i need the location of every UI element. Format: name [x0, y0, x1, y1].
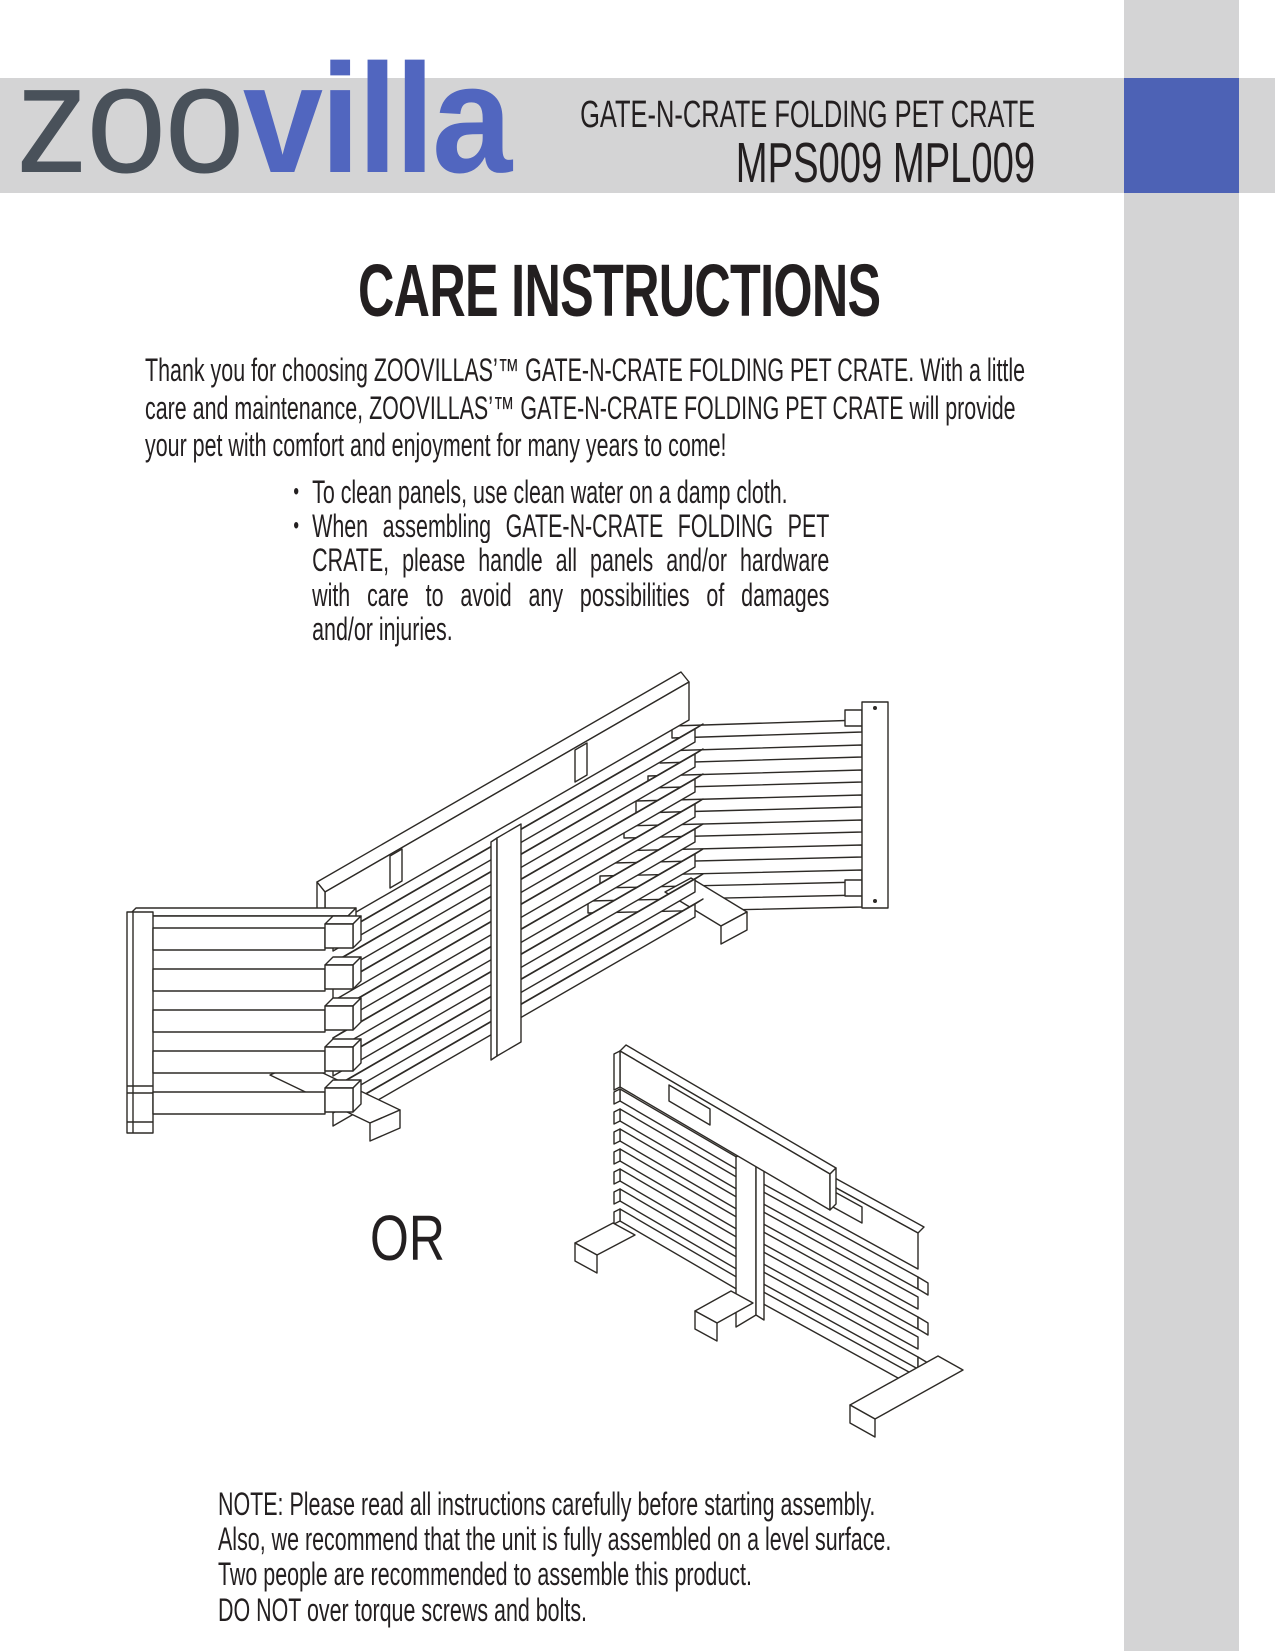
- product-title-block: [579, 94, 1035, 195]
- bullet-item-assembly: [292, 509, 828, 646]
- logo-villa-text: villa: [242, 32, 510, 205]
- left-foot: [575, 1223, 635, 1273]
- intro-paragraph: [145, 352, 1025, 465]
- bullet-text-justified: [312, 509, 829, 646]
- bullet-line: with care to avoid any possibilities of damages: [312, 577, 830, 612]
- note-line: NOTE: Please read all instructions carefully before starting assembly.: [218, 1486, 876, 1522]
- note-line: Also, we recommend that the unit is fully assembled on a level surface.: [218, 1521, 892, 1558]
- hinge-blocks: [325, 916, 361, 1112]
- right-gray-band: [1124, 0, 1239, 1651]
- care-bullet-list: [292, 475, 828, 646]
- header-blue-square: [1124, 78, 1239, 193]
- bullet-line: and/or injuries.: [312, 610, 453, 647]
- logo-zoo-text: zoo: [16, 32, 243, 205]
- note-line: Two people are recommended to assemble this product.: [218, 1556, 752, 1593]
- note-line: DO NOT over torque screws and bolts.: [218, 1591, 587, 1628]
- intro-line: your pet with comfort and enjoyment for many years to come!: [145, 427, 727, 463]
- right-foot: [850, 1356, 963, 1437]
- folded-gate-illustration: [540, 985, 965, 1445]
- intro-line: care and maintenance, ZOOVILLAS’™ GATE-N-CRATE FOLDING PET CRATE will provide: [145, 389, 1016, 426]
- middle-center-stile: [491, 824, 521, 1060]
- intro-line: Thank you for choosing ZOOVILLAS’™ GATE-N-CRATE FOLDING PET CRATE. With a little: [145, 352, 1026, 388]
- bullet-dot-icon: •: [293, 512, 299, 540]
- assembly-note: [218, 1487, 891, 1628]
- left-wing: [127, 908, 356, 1133]
- bullet-item-clean: [292, 475, 828, 509]
- page-title: CARE INSTRUCTIONS: [358, 249, 881, 332]
- zoovilla-logo: [16, 32, 510, 205]
- bullet-dot-icon: •: [293, 478, 299, 505]
- or-label: OR: [370, 1202, 445, 1274]
- bullet-line: When assembling GATE-N-CRATE FOLDING PET: [312, 509, 830, 544]
- bullet-text: To clean panels, use clean water on a damp cloth.: [312, 474, 788, 510]
- product-name: GATE-N-CRATE FOLDING PET CRATE: [579, 94, 1035, 136]
- bullet-line: CRATE, please handle all panels and/or hardware: [312, 543, 830, 578]
- product-model-numbers: MPS009 MPL009: [735, 131, 1035, 195]
